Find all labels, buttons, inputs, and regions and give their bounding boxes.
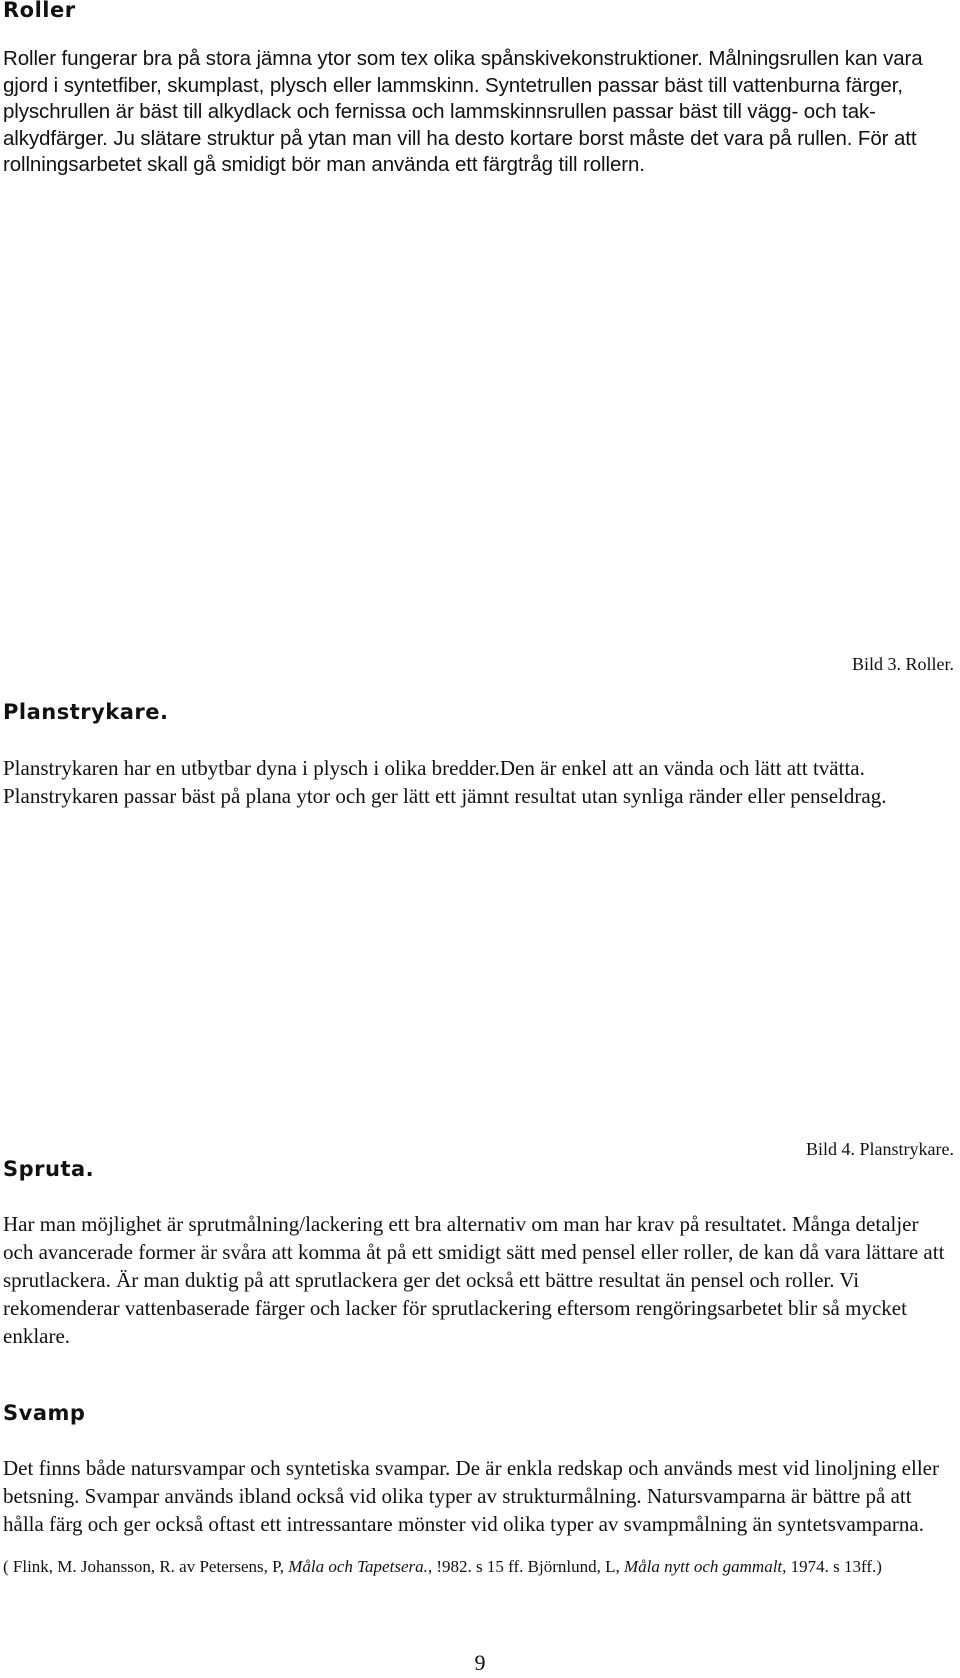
caption-bild-3: Bild 3. Roller. [851,654,954,674]
reference-part-1: ( Flink, M. Johansson, R. av Petersens, P, [3,1557,289,1576]
paragraph-roller: Roller fungerar bra på stora jämna ytor som tex olika spånskivekonstruktioner. Målningsrullen kan vara gjord i syntetfiber, skumplast, plysch eller lammskinn. Syntetrullen passar bäst till vattenburna färger, plyschrullen är bäst till alkydlack och fernissa och lammskinnsrullen passar bäst till vägg- och tak- alkydfärger. Ju slätare struktur på ytan man vill ha desto kortare borst måste det vara på rullen. För att rollningsarbetet skall gå smidigt bör man använda ett färgtråg till rollern. [3,47,923,176]
heading-spruta: Spruta. [3,1157,95,1181]
reference-part-3: , 1974. s 13ff.) [782,1557,882,1576]
reference-title-1: Måla och Tapetsera. [288,1557,428,1576]
reference-citation [3,1554,953,1580]
paragraph-spruta: Har man möjlighet är sprutmålning/lackering ett bra alternativ om man har krav på resultatet. Många detaljer och avancerade former är svåra att komma åt på ett smidigt sätt med pensel eller roller, de kan då vara lättare att sprutlackera. Är man duktig på att sprutlackera ger det också ett bättre resultat än pensel och roller. Vi rekomenderar vattenbaserade färger och lacker för sprutlackering eftersom rengöringsarbetet blir så mycket enklare. [3,1212,945,1348]
heading-svamp: Svamp [3,1401,86,1425]
reference-part-2: , !982. s 15 ff. Björnlund, L, [427,1557,624,1576]
paragraph-planstrykare: Planstrykaren har en utbytbar dyna i plysch i olika bredder.Den är enkel att an vända och lätt att tvätta. Planstrykaren passar bäst på plana ytor och ger lätt ett jämnt resultat utan synliga ränder eller penseldrag. [3,756,887,808]
paragraph-svamp: Det finns både natursvampar och syntetiska svampar. De är enkla redskap och används mest vid linoljning eller betsning. Svampar används ibland också vid olika typer av strukturmålning. Natursvamparna är bättre på att hålla färg och ger också oftast ett intressantare mönster vid olika typer av svampmålning än syntetsvamparna. [3,1456,939,1536]
page-number: 9 [474,1650,486,1675]
heading-planstrykare: Planstrykare. [3,700,169,724]
caption-bild-4: Bild 4. Planstrykare. [806,1139,954,1159]
reference-title-2: Måla nytt och gammalt [623,1557,783,1576]
heading-roller: Roller [3,0,76,22]
